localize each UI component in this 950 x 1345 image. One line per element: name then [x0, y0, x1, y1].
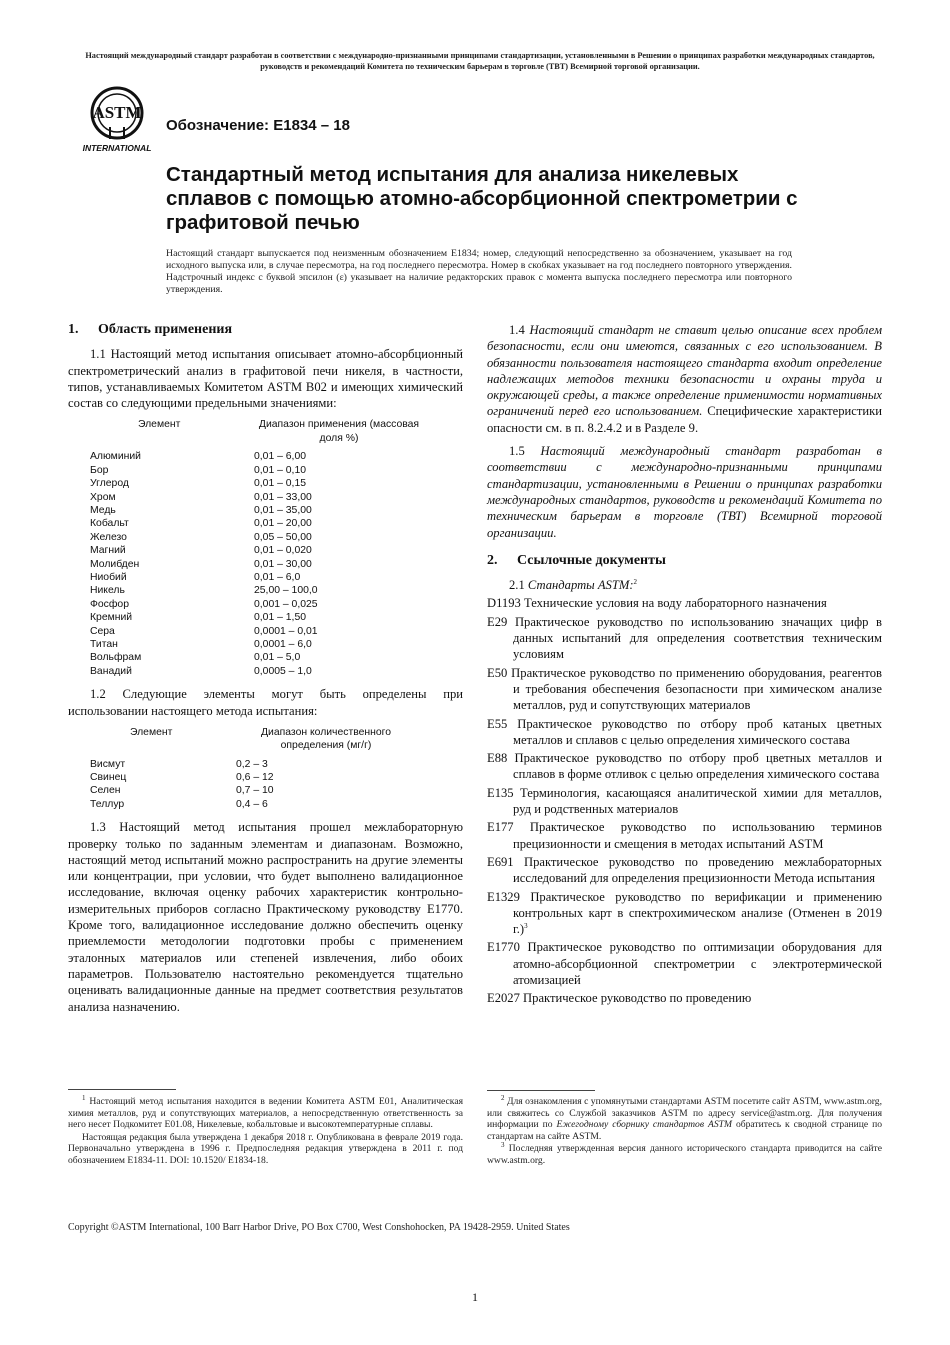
left-column [68, 322, 463, 1022]
element-name: Ванадий [90, 665, 132, 677]
section-number: 2. [487, 552, 498, 568]
element-range: 0,7 – 10 [236, 785, 274, 797]
right-column [487, 322, 882, 1009]
table-row [68, 477, 463, 490]
table-row [68, 464, 463, 477]
reference-code: E1329 [487, 889, 520, 904]
element-range: 0,01 – 30,00 [254, 558, 312, 570]
section-title: Ссылочные документы [517, 552, 666, 568]
element-range: 0,01 – 6,00 [254, 451, 306, 463]
footnote-text: Последняя утвержденная версия данного исторического стандарта приводится на сайте www.astm.org. [487, 1143, 882, 1166]
element-name: Железо [90, 531, 127, 543]
element-name: Алюминий [90, 451, 141, 463]
section-title: Область применения [98, 322, 233, 337]
column-header-element: Элемент [138, 419, 181, 431]
paragraph-1-5 [487, 443, 882, 541]
table-row [68, 571, 463, 584]
reference-item [487, 990, 882, 1006]
element-name: Хром [90, 491, 116, 503]
reference-item [487, 750, 882, 783]
footnote-divider-right [487, 1090, 595, 1091]
designation: Обозначение: E1834 – 18 [166, 117, 350, 134]
element-range: 0,4 – 6 [236, 798, 268, 810]
table-row [68, 638, 463, 651]
element-name: Селен [90, 785, 121, 797]
element-range: 25,00 – 100,0 [254, 585, 318, 597]
element-range: 0,01 – 0,15 [254, 478, 306, 490]
paragraph-1-1: 1.1 Настоящий метод испытания описывает атомно-абсорбционный спектрометрический анализ в графитовой печи никеля, в частности, типов, устанавливаемых Комитетом ASTM B02 и имеющих химический состав со следующими предельными значениями: [68, 347, 463, 411]
footnote-marker: 1 [82, 1093, 86, 1102]
column-header-range: Диапазон применения (массовая доля %) [258, 419, 420, 444]
footnote-text: Настоящий метод испытания находится в ведении Комитета ASTM E01, Аналитическая химия металлов, руд и сопутствующих материалов, а непосредственную ответственность за него несет Подкомитет E01.08, Никелевые, кобальтовые и высокотемпературные сплавы. [68, 1096, 463, 1131]
footnote-3 [487, 1143, 882, 1166]
element-name: Ниобий [90, 571, 127, 583]
paragraph-1-3: 1.3 Настоящий метод испытания прошел межлабораторную проверку только по заданным элементам и диапазонам. Возможно, настоящий метод испытаний можно распространить на другие элементы или концентрации, при условии, что будет выполнено валидационное исследование, включая оценку рабочих характеристик контрольно-измерительных приборов согласно Практическому руководству E1770. Кроме того, валидационное исследование должно обеспечить оценку приемлемости методологии подготовки пробы с применением эталонных материалов или степеней извлечения, либо обоих параметров. Пользователю настоятельно рекомендуется тщательно оценивать валидационные данные на предмет соответствия результатов анализа назначению. [68, 820, 463, 1014]
hazard-reference: Специфические характеристики опасности см. в п. 8.2.4.2 и в Разделе 9. [487, 404, 882, 435]
reference-item [487, 939, 882, 988]
table-row [68, 558, 463, 571]
reference-item [487, 889, 882, 938]
element-name: Вольфрам [90, 652, 142, 664]
table-header [68, 726, 463, 753]
table-row [68, 798, 463, 811]
element-range: 0,0001 – 0,01 [254, 625, 318, 637]
reference-list [487, 595, 882, 1006]
element-name: Теллур [90, 798, 125, 810]
table-row [68, 584, 463, 597]
reference-title: Практическое руководство по проведению [523, 991, 752, 1006]
reference-code: E177 [487, 820, 514, 835]
quantification-table [68, 726, 463, 811]
reference-title: Технические условия на воду лабораторного назначения [523, 596, 827, 611]
table-row [68, 504, 463, 517]
logo-text: INTERNATIONAL [82, 143, 152, 153]
reference-item [487, 614, 882, 663]
reference-title: Практическое руководство по отбору проб цветных металлов и сплавов в форме отливок с целью определения химического состава [513, 751, 882, 782]
astm-standards-subheading [509, 577, 882, 593]
table-row [68, 544, 463, 557]
astm-logo-icon [74, 85, 160, 155]
element-range: 0,001 – 0,025 [254, 598, 318, 610]
element-range: 0,01 – 20,00 [254, 518, 312, 530]
footnote-ref: 3 [524, 921, 528, 930]
reference-title: Практическое руководство по проведению межлабораторных исследований для определения прецизионности Метода испытания [513, 854, 882, 886]
reference-code: D1193 [487, 596, 521, 611]
table-row [68, 450, 463, 463]
element-range: 0,01 – 33,00 [254, 491, 312, 503]
reference-code: E50 [487, 665, 508, 680]
section-2-heading [487, 553, 882, 569]
footnote-ref: 2 [633, 577, 638, 586]
element-range: 0,05 – 50,00 [254, 531, 312, 543]
footnote-text: обратитесь к сводной странице по стандартам на сайте ASTM. [487, 1119, 883, 1142]
top-notice: Настоящий международный стандарт разработан в соответствии с международно-признанными принципами стандартизации, установленными в Решении о принципах разработки международных стандартов, руководств и рекомендаций Комитета по техническим барьерам в торговле (ТВТ) Всемирной торговой организации. [85, 51, 875, 71]
reference-item [487, 819, 882, 852]
reference-item [487, 595, 882, 611]
reference-title: Терминология, касающаяся аналитической химии для металлов, руд и родственных материалов [513, 785, 882, 817]
column-header-element: Элемент [130, 726, 173, 738]
reference-title: Практическое руководство по использованию терминов прецизионности и смещения в методах испытаний ASTM [513, 820, 882, 851]
wto-statement: Настоящий международный стандарт разработан в соответствии с международно-признанными принципами стандартизации, установленными в Решении о принципах разработки международных стандартов, руководств и рекомендаций Комитета по техническим барьерам в торговле (ТВТ) Всемирной торговой организации. [487, 444, 882, 540]
paragraph-1-2: 1.2 Следующие элементы могут быть определены при использовании настоящего метода испытания: [68, 687, 463, 718]
table-row [68, 784, 463, 797]
element-name: Медь [90, 504, 116, 516]
footnote-italic: Ежегодному сборнику стандартов ASTM [556, 1119, 732, 1131]
element-range-table [68, 418, 463, 678]
issuance-note: Настоящий стандарт выпускается под неизменным обозначением E1834; номер, следующий непосредственно за обозначением, указывает на год исходного выпуска или, в случае пересмотра, на год последнего пересмотра. Номер в скобках указывает на год последнего повторного утверждения. Надстрочный индекс с буквой эпсилон (ε) указывает на наличие редакторских правок с момента выпуска последнего пересмотра или повторного утверждения. [166, 248, 792, 295]
section-1-heading [68, 322, 463, 338]
element-range: 0,01 – 35,00 [254, 504, 312, 516]
table-header [68, 418, 463, 445]
footnote-text: Для ознакомления с упомянутыми стандартами ASTM посетите сайт ASTM, www.astm.org, или свяжитесь со Службой заказчиков ASTM по адресу service@astm.org. Для получения информации по [487, 1096, 883, 1131]
page-number: 1 [472, 1290, 478, 1304]
element-range: 0,0001 – 6,0 [254, 638, 312, 650]
reference-code: E1770 [487, 940, 520, 955]
reference-code: E691 [487, 854, 514, 869]
element-name: Фосфор [90, 598, 129, 610]
table-row [68, 598, 463, 611]
page-title: Стандартный метод испытания для анализа никелевых сплавов с помощью атомно-абсорбционной спектрометрии с графитовой печью [166, 163, 798, 234]
footnote-marker: 3 [501, 1141, 505, 1150]
element-name: Углерод [90, 478, 129, 490]
safety-statement: Настоящий стандарт не ставит целью описание всех проблем безопасности, если они имеются, связанных с его использованием. В обязанности пользователя настоящего стандарта входит определение надлежащих методов техники безопасности и охраны труда и окружающей среды, а также определение применимости нормативных ограничений перед его использованием. [487, 323, 882, 419]
paragraph-1-4 [487, 322, 882, 436]
element-name: Титан [90, 638, 118, 650]
reference-code: E88 [487, 751, 508, 766]
footnote-divider-left [68, 1089, 176, 1090]
element-range: 0,01 – 1,50 [254, 612, 306, 624]
reference-title: Практическое руководство по отбору проб катаных цветных металлов и сплавов с целью определения химического состава [513, 716, 882, 747]
footnote-2 [487, 1093, 883, 1142]
element-range: 0,01 – 6,0 [254, 571, 301, 583]
element-range: 0,2 – 3 [236, 758, 268, 770]
subsection-number: 2.1 [509, 578, 525, 593]
reference-code: E55 [487, 716, 508, 731]
reference-item [487, 854, 882, 887]
element-name: Никель [90, 585, 125, 597]
table-row [68, 758, 463, 771]
paragraph-number: 1.4 [509, 323, 525, 337]
reference-code: E29 [487, 614, 508, 629]
section-number: 1. [68, 322, 79, 337]
table-row [68, 625, 463, 638]
element-name: Свинец [90, 772, 127, 784]
reference-item [487, 716, 882, 749]
footnote-1-approval: Настоящая редакция была утверждена 1 декабря 2018 г. Опубликована в феврале 2019 года. Первоначально утверждена в 1996 г. Предпоследняя редакция утверждена в 2011 г. под обозначением E1834-11. DOI: 10.1520/ E1834-18. [68, 1131, 463, 1166]
table-row [68, 665, 463, 678]
subsection-title: Стандарты ASTM: [527, 578, 634, 593]
table-row [68, 771, 463, 784]
element-range: 0,0005 – 1,0 [254, 665, 312, 677]
table-row [68, 517, 463, 530]
footnotes-right [487, 1093, 883, 1168]
element-name: Молибден [90, 558, 140, 570]
reference-title: Практическое руководство по применению оборудования, реагентов и требования обеспечения безопасности при химическом анализе металлов, руд и сопутствующих материалов [511, 665, 882, 713]
element-name: Кобальт [90, 518, 129, 530]
element-name: Сера [90, 625, 115, 637]
reference-code: E2027 [487, 991, 520, 1006]
footnote-1 [68, 1093, 463, 1131]
table-row [68, 531, 463, 544]
table-row [68, 491, 463, 504]
element-range: 0,01 – 5,0 [254, 652, 301, 664]
reference-title: Практическое руководство по оптимизации оборудования для атомно-абсорбционной спектрометрии с электротермической атомизацией [513, 940, 882, 987]
footnote-marker: 2 [501, 1093, 505, 1102]
reference-title: Практическое руководство по верификации и применению контрольных карт в спектрохимическом анализе (Отменен в 2019 г.) [513, 889, 882, 937]
element-range: 0,01 – 0,020 [254, 545, 312, 557]
element-name: Висмут [90, 758, 126, 770]
svg-text:ASTM: ASTM [92, 103, 142, 122]
table-row [68, 651, 463, 664]
element-range: 0,01 – 0,10 [254, 464, 306, 476]
element-name: Магний [90, 545, 126, 557]
reference-item [487, 785, 882, 818]
element-name: Бор [90, 464, 109, 476]
table-row [68, 611, 463, 624]
column-header-range: Диапазон количественного определения (мг/г) [261, 726, 391, 752]
reference-item [487, 665, 882, 714]
element-range: 0,6 – 12 [236, 772, 274, 784]
copyright: Copyright ©ASTM International, 100 Barr Harbor Drive, PO Box C700, West Conshohocken, PA 19428-2959. United States [68, 1222, 570, 1233]
reference-code: E135 [487, 785, 514, 800]
reference-title: Практическое руководство по использованию значащих цифр в данных испытаний для определения соответствия техническим условиям [513, 614, 882, 662]
element-name: Кремний [90, 612, 133, 624]
paragraph-number: 1.5 [509, 444, 525, 459]
footnotes-left [68, 1093, 463, 1168]
